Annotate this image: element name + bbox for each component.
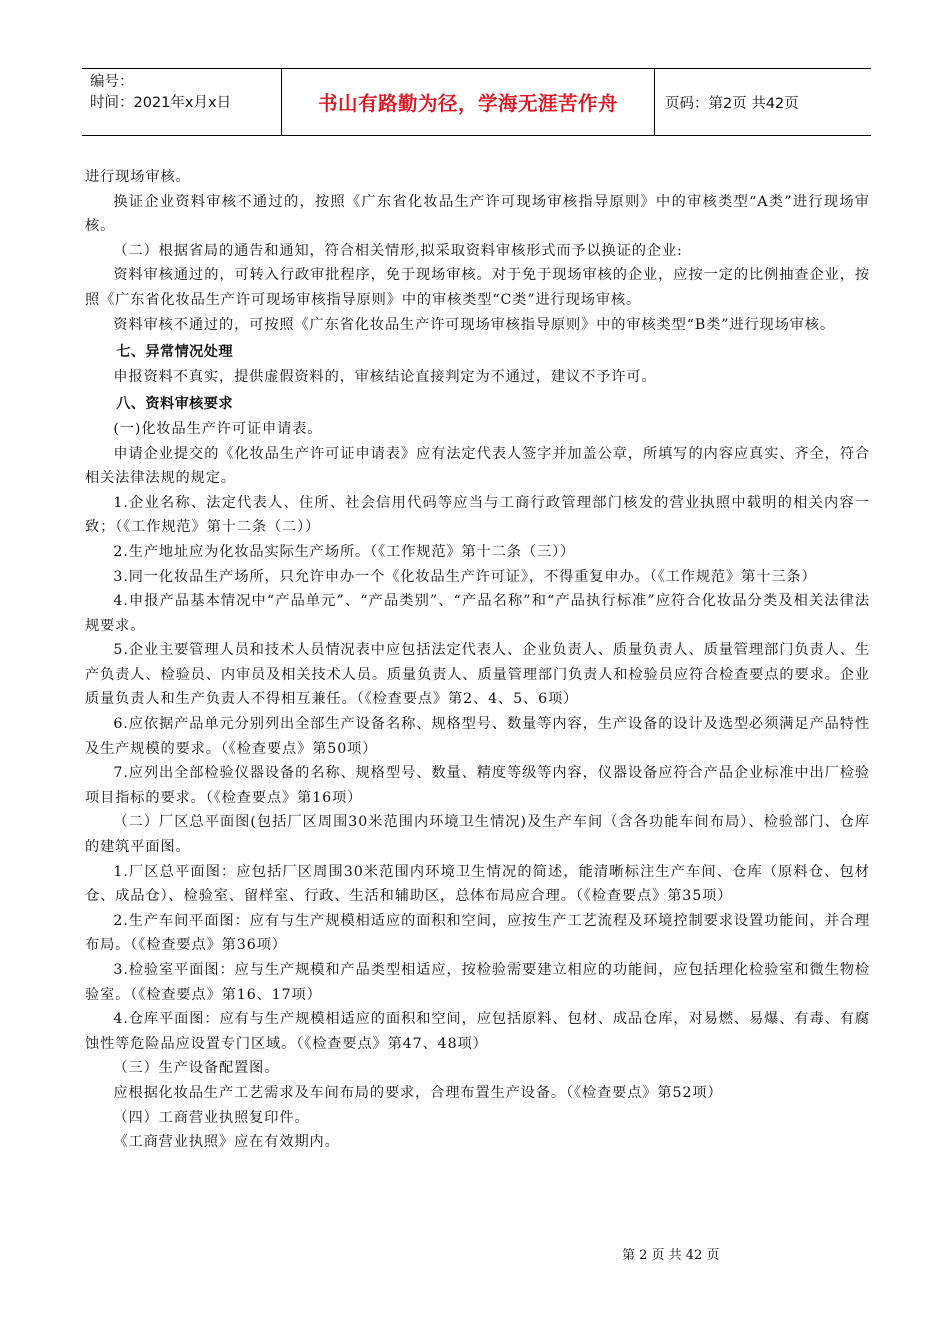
time-label: 时间：2021年x月x日 xyxy=(90,95,232,111)
body-paragraph: 2.生产地址应为化妆品实际生产场所。（《工作规范》第十二条（三）） xyxy=(113,543,576,560)
body-paragraph: （四）工商营业执照复印件。 xyxy=(113,1109,310,1126)
body-paragraph: （二）厂区总平面图(包括厂区周围30米范围内环境卫生情况)及生产车间（含各功能车间布局）、检验部门、仓库的建筑平面图。 xyxy=(85,814,870,856)
body-paragraph: 3.同一化妆品生产场所，只允许申办一个《化妆品生产许可证》，不得重复申办。（《工作规范》第十三条） xyxy=(113,568,817,585)
body-paragraph: 1.企业名称、法定代表人、住所、社会信用代码等应当与工商行政管理部门核发的营业执照中载明的相关内容一致；（《工作规范》第十二条（二）） xyxy=(85,494,870,536)
body-paragraph: （三）生产设备配置图。 xyxy=(113,1060,280,1077)
body-paragraph: 资料审核通过的，可转入行政审批程序，免于现场审核。对于免于现场审核的企业，应按一定的比例抽查企业，按照《广东省化妆品生产许可现场审核指导原则》中的审核类型“C类”进行现场审核。 xyxy=(85,267,870,308)
body-paragraph: 申请企业提交的《化妆品生产许可证申请表》应有法定代表人签字并加盖公章，所填写的内容应真实、齐全，符合相关法律法规的规定。 xyxy=(85,445,870,487)
body-paragraph: （二）根据省局的通告和通知，符合相关情形,拟采取资料审核形式而予以换证的企业: xyxy=(113,242,683,259)
section-heading: 七、异常情况处理 xyxy=(116,344,233,361)
body-paragraph: 换证企业资料审核不通过的，按照《广东省化妆品生产许可现场审核指导原则》中的审核类型“A类”进行现场审核。 xyxy=(85,193,870,235)
section-heading: 八、资料审核要求 xyxy=(116,396,233,413)
body-paragraph: 4.仓库平面图：应有与生产规模相适应的面积和空间，应包括原料、包材、成品仓库，对易燃、易爆、有毒、有腐蚀性等危险品应设置专门区域。（《检查要点》第47、48项） xyxy=(85,1011,870,1052)
body-paragraph: 应根据化妆品生产工艺需求及车间布局的要求，合理布置生产设备。（《检查要点》第52项） xyxy=(113,1084,723,1101)
body-paragraph: 进行现场审核。 xyxy=(85,169,191,185)
body-paragraph: 7.应列出全部检验仪器设备的名称、规格型号、数量、精度等级等内容，仪器设备应符合产品企业标准中出厂检验项目指标的要求。（《检查要点》第16项） xyxy=(85,765,870,806)
header-page-label: 页码：第2页 共42页 xyxy=(665,95,799,112)
body-paragraph: 2.生产车间平面图：应有与生产规模相适应的面积和空间，应按生产工艺流程及环境控制要求设置功能间，并合理布局。（《检查要点》第36项） xyxy=(85,912,870,954)
document-header xyxy=(82,68,871,136)
body-paragraph: 《工商营业执照》应在有效期内。 xyxy=(113,1134,340,1151)
body-paragraph: 1.厂区总平面图：应包括厂区周围30米范围内环境卫生情况的简述，能清晰标注生产车间、仓库（原料仓、包材仓、成品仓）、检验室、留样室、行政、生活和辅助区，总体布局应合理。（《检查要点》第35项） xyxy=(85,863,870,905)
header-meta xyxy=(82,69,282,135)
code-label: 编号： xyxy=(90,74,134,90)
body-paragraph: 6.应依据产品单元分别列出全部生产设备名称、规格型号、数量等内容，生产设备的设计及选型必须满足产品特性及生产规模的要求。（《检查要点》第50项） xyxy=(85,716,870,757)
header-slogan: 书山有路勤为径，学海无涯苦作舟 xyxy=(282,69,655,135)
body-paragraph: (一)化妆品生产许可证申请表。 xyxy=(113,420,323,437)
body-paragraph: 申报资料不真实，提供虚假资料的，审核结论直接判定为不通过，建议不予许可。 xyxy=(113,368,657,385)
document-body xyxy=(85,165,870,1155)
body-paragraph: 5.企业主要管理人员和技术人员情况表中应包括法定代表人、企业负责人、质量负责人、质量管理部门负责人、生产负责人、检验员、内审员及相关技术人员。质量负责人、质量管理部门负责人和检验员应符合检查要点的要求。企业质量负责人和生产负责人不得相互兼任。（《检查要点》第2、4、5、6项） xyxy=(85,642,870,708)
body-paragraph: 4.申报产品基本情况中“产品单元”、“产品类别”、“产品名称”和“产品执行标准”应符合化妆品分类及相关法律法规要求。 xyxy=(85,593,870,634)
body-paragraph: 资料审核不通过的，可按照《广东省化妆品生产许可现场审核指导原则》中的审核类型“B类”进行现场审核。 xyxy=(113,316,836,333)
footer-page-number: 第 2 页 共 42 页 xyxy=(622,1248,720,1263)
body-paragraph: 3.检验室平面图：应与生产规模和产品类型相适应，按检验需要建立相应的功能间，应包括理化检验室和微生物检验室。（《检查要点》第16、17项） xyxy=(85,962,870,1003)
